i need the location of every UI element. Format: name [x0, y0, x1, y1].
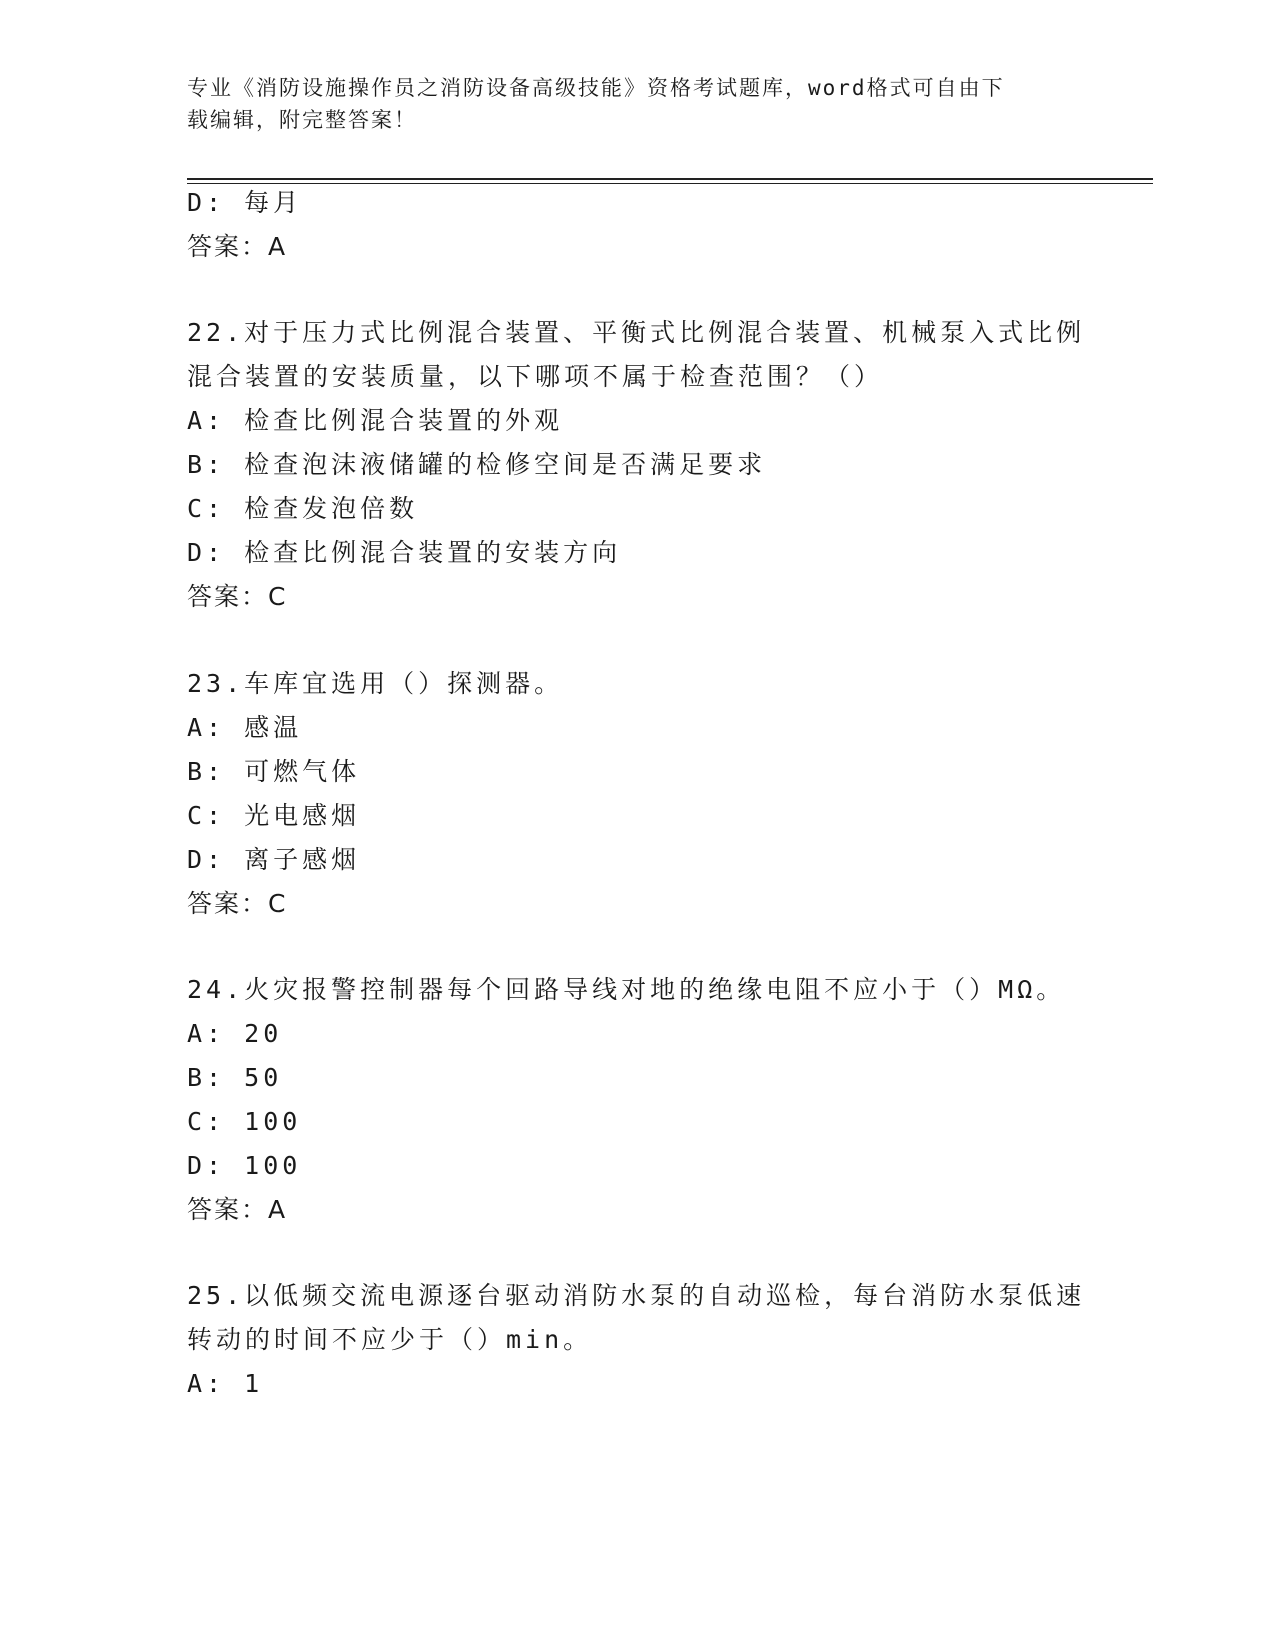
q23-stem-line-1: 23.车库宜选用（）探测器。 — [187, 669, 564, 698]
document-header — [187, 72, 1087, 136]
q23-option-b: B: 可燃气体 — [187, 757, 361, 786]
header-rule-thin — [187, 183, 1153, 184]
q22-option-a: A: 检查比例混合装置的外观 — [187, 406, 564, 435]
q24-option-a: A: 20 — [187, 1019, 283, 1048]
q23-option-d: D: 离子感烟 — [187, 845, 361, 874]
q23-option-c: C: 光电感烟 — [187, 801, 361, 830]
prev-option-d: D: 每月 — [187, 188, 303, 217]
prev-answer: 答案：A — [187, 232, 288, 261]
q22-option-d: D: 检查比例混合装置的安装方向 — [187, 538, 622, 567]
header-rule-thick — [187, 178, 1153, 180]
q22-stem-line-1: 22.对于压力式比例混合装置、平衡式比例混合装置、机械泵入式比例 — [187, 318, 1086, 347]
q24-stem-line-1: 24.火灾报警控制器每个回路导线对地的绝缘电阻不应小于（）MΩ。 — [187, 975, 1066, 1004]
q23-option-a: A: 感温 — [187, 713, 303, 742]
header-line-1: 专业《消防设施操作员之消防设备高级技能》资格考试题库，word格式可自由下 — [187, 76, 1005, 100]
q24-answer: 答案：A — [187, 1195, 288, 1224]
q25-option-a: A: 1 — [187, 1369, 264, 1398]
q25-stem-line-1: 25.以低频交流电源逐台驱动消防水泵的自动巡检，每台消防水泵低速 — [187, 1281, 1086, 1310]
q24-option-c: C: 100 — [187, 1107, 302, 1136]
header-line-2: 载编辑，附完整答案！ — [187, 108, 417, 132]
q22-stem-line-2: 混合装置的安装质量，以下哪项不属于检查范围？（） — [187, 362, 884, 391]
q24-option-d: D: 100 — [187, 1151, 302, 1180]
q23-answer: 答案：C — [187, 889, 288, 918]
q22-answer: 答案：C — [187, 582, 288, 611]
q24-option-b: B: 50 — [187, 1063, 283, 1092]
q22-option-b: B: 检查泡沫液储罐的检修空间是否满足要求 — [187, 450, 767, 479]
q25-stem-line-2: 转动的时间不应少于（）min。 — [187, 1325, 593, 1354]
q22-option-c: C: 检查发泡倍数 — [187, 494, 419, 523]
